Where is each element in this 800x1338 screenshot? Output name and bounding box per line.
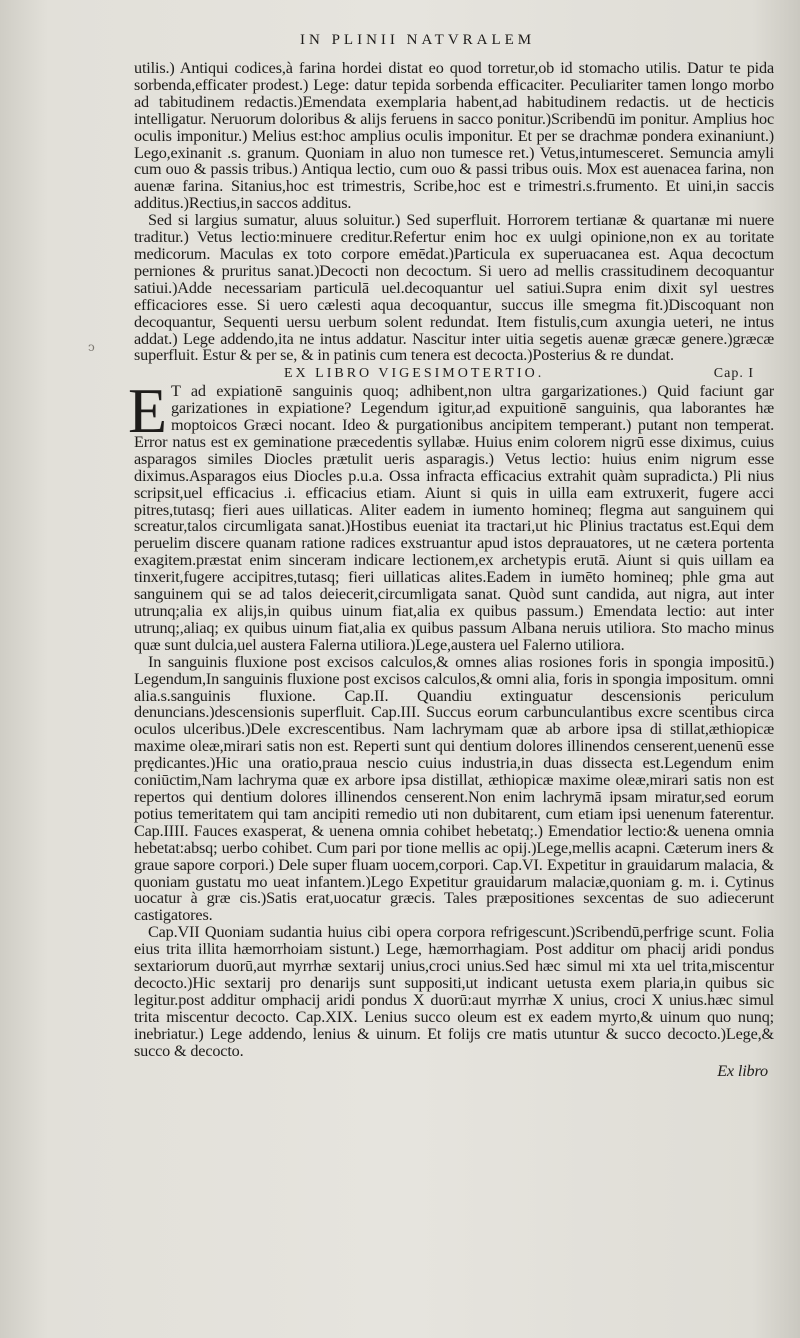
section-heading bbox=[134, 366, 774, 383]
paragraph: utilis.) Antiqui codices,à farina hordei distat eo quod torretur,ob id stomacho utilis. Datur te pida sorbenda,efficater prodest.) Lege: datur tepida sorbenda efficaciter. Peculiariter tamen longo morbo ad tabitudinem redactis.)Emendata exemplaria habent,ad habitudinem redactis. ut de hecticis intelligatur. Neruorum doloribus & alijs feruens in sacco ponitur.)Scribendū im ponitur. Amplius hoc oculis imponitur.) Melius est:hoc amplius oculis imponitur. Et per se drachmæ pondera exinaniunt.) Lego,exinanit .s. granum. Quoniam in aluo non tumesce ret.) Vetus,intumesceret. Semuncia amyli cum ouo & passis tribus.) Antiqua lectio, cum ouo & passi tribus ouis. Mox est auenacea farina, non auenæ farina. Sitanius,hoc est trimestris, Scribe,hoc est e trimestri.s.frumento. Et uini,in saccis additus.)Rectius,in saccos additus. bbox=[134, 59, 774, 213]
paragraph: In sanguinis fluxione post excisos calculos,& omnes alias rosiones foris in spongia impositū.) Legendum,In sanguinis fluxione post excisos calculos,& omni alia, foris in spongia impositum. omni alia.s.sanguinis fluxione. Cap.II. Quandiu extinguatur descensionis periculum denuncians.)descensionis superfluit. Cap.III. Succus eorum carbunculantibus excre scentibus circa oculos ulceribus.)Dele excrescentibus. Nam lachrymam quæ ab arbore ipsa di stillat,æthiopicæ maxime oleæ,mirari satis non est. Reperti sunt qui dentium dolores illinendos censerent,uenenū esse prędicantes.)Hic una oratio,praua nescio cuius industria,in duas dissecta est.Legendum enim coniūctim,Nam lachryma quæ ex arbore ipsa distillat, æthiopicæ maxime oleæ,mirari satis non est repertos qui dentium dolores illinendos censerent.Non enim lachrymā ipsam miratur,sed eorum potius temeritatem qui tam ancipiti remedio uti non dubitarent, cum etiam ipsi uenenum faterentur. Cap.IIII. Fauces exasperat, & uenena omnia cohibet hebetatq;.) Emendatior lectio:& uenena omnia hebetat:absq; uerbo cohibet. Cum pari por tione mellis ac opij.)Lege,mellis acapni. Cæterum iners & graue sapore corpori.) Dele super fluam uocem,corpori. Cap.VI. Expetitur in grauidarum malacia, & quoniam gustatu mo ueat infantem.)Lego Expetitur grauidarum malaciæ,quoniam g. m. i. Cytinus uocatur à græ cis.)Satis erat,uocatur græcis. Tales præpositiones sexcentas de suo adiecerunt castigatores. bbox=[134, 652, 774, 925]
paragraph: Sed si largius sumatur, aluus soluitur.) Sed superfluit. Horrorem tertianæ & quartanæ mi nuere traditur.) Vetus lectio:minuere creditur.Refertur enim hoc ex uulgi opinione,non ex au toritate medicorum. Maculas ex toto corpore emēdat.)Particula ex superuacanea est. Aqua decoctum perniones & pruritus sanat.)Decocti non decoctum. Si uero ad mellis crassitudinem decoquantur satiui.)Adde necessariam particulā uel.decoquantur uel satiui.Supra enim dixit syl uestres efficaciores esse. Si uero cælesti aqua decoquantur, succus ille smegma fit.)Discoquant non decoquantur, Sequenti uersu uerbum solent redundat. Item fistulis,cum axungia ueteri, ne intus addat.) Lege addendo,ita ne intus addatur. Nascitur inter uitia segetis auenæ græcæ genere.)græcæ superfluit. Estur & per se, & in patinis cum tenera est decocta.)Posterius & re dundat. bbox=[134, 211, 774, 365]
paragraph-text: T ad expiationē sanguinis quoq; adhibent,non ultra gargarizationes.) Quid faciunt gar garizationes in expiatione? Legendum igitur,ad expuitionē sanguinis, qua laborantes hæ moptoicos Græci nocant. Ideo & purgationibus ancipitem temperant.) putant non temperat. Error natus est ex geminatione præcedentis syllabæ. Huius enim colorem nigrū esse diximus, cuius asparagos similes Diocles prætulit ueris asparagis.) Vetus lectio: huius enim nigrum esse diximus.Asparagos eius Diocles p.u.a. Ossa infracta efficacius extrahit quàm supradicta.) Pli nius scripsit,uel efficacius .i. efficacius etiam. Aiunt si quis in uilla eam extruxerit, fugere acci pitres,tutasq; fieri aues uillaticas. Aliter eadem in iumento homineq; flegma aut sanguinem qui screatur,talos circumligata sanat.)Hostibus eueniat ita tractari,ut hic Plinius tractatus est.Equi dem peruelim discere quanam ratione radices exstruantur apud istos deprauatores, ut ne cætera portenta exagitem.præstat enim sinceram indicare lectionem,ex archetypis erutā. Aiunt si quis uillam ea tinxerit,fugere accipitres,tutasq; fieri uillaticas alites.Eadem in iumēto homineq; phle gma aut sanguinem qui se ad talos deiecerit,circumligata sanat. Quòd sunt candida, aut nigra, aut inter utrunq;alia ex alijs,in quibus uinum fiat,alia ex quibus passum.) Emendata lectio: aut inter utrunq;,aliaq; ex quibus uinum fiat,alia ex quibus passum Albana neruis utiliora. Sto macho minus quæ sunt dulcia,uel austera Falerna utiliora.)Lege,austera uel Falerno utiliora. bbox=[134, 382, 774, 654]
catchword: Ex libro bbox=[717, 1062, 768, 1081]
section-title: EX LIBRO VIGESIMOTERTIO. bbox=[284, 366, 545, 382]
running-header: IN PLINII NATVRALEM bbox=[300, 32, 536, 48]
text-column bbox=[128, 59, 774, 1081]
paragraph bbox=[128, 375, 774, 654]
drop-capital: E bbox=[128, 375, 167, 447]
paragraph: Cap.VII Quoniam sudantia huius cibi opera corpora refrigescunt.)Scribendū,perfrige scunt. Folia eius trita illita hæmorrhoiam sistunt.) Lege, hæmorrhagiam. Post additur om phacij aridi pondus sextariorum duorū,aut myrrhæ sextarij unius,croci unius.Sed hæc simul mi xta uel trita,miscentur decocto.)Hic sextarij pro denarijs sunt suppositi,ut indicant uetusta exem plaria,in quibus sic legitur.post additur omphacij aridi pondus X duorū:aut myrrhæ X unius, croci X unius.hæc simul trita miscentur decocto. Cap.XIX. Lenius succo oleum est ex eadem myrto,& uinum quo nunq; inebriatur.) Lege addendo, lenius & uinum. Et folijs cre matis utuntur & succo decocto.)Lege,& succo & decocto. bbox=[134, 923, 774, 1060]
margin-mark: ↄ bbox=[88, 340, 95, 354]
chapter-label: Cap. I bbox=[713, 366, 754, 382]
